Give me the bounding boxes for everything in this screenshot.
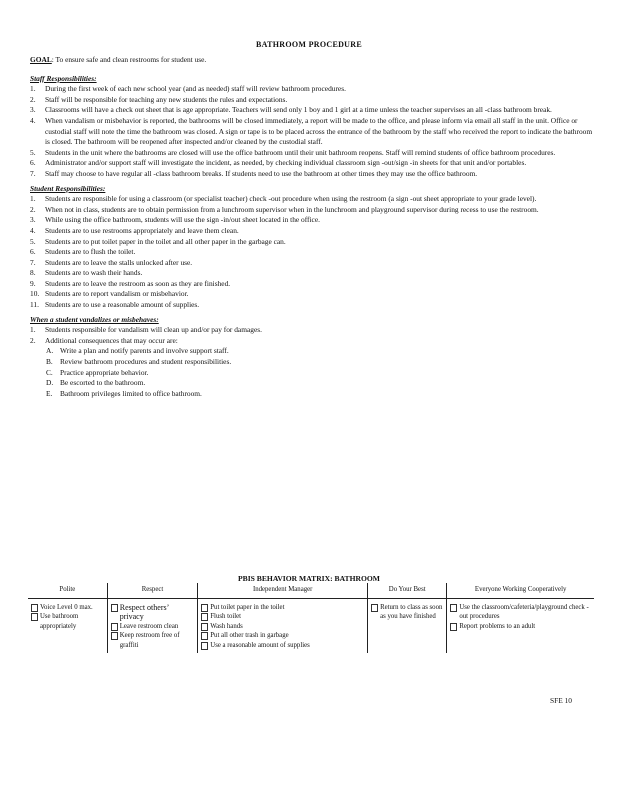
list-item: [30, 215, 596, 226]
list-item: [30, 258, 596, 269]
list-number: C.: [46, 367, 53, 377]
checkbox-icon: [371, 604, 378, 612]
matrix-cell-item: [450, 622, 591, 632]
matrix-cell-item: [201, 641, 364, 651]
list-item: [30, 325, 596, 336]
list-number: 9.: [30, 278, 36, 288]
list-item-text: Bathroom privileges limited to office bathroom.: [60, 388, 202, 398]
list-item-text: During the first week of each new school year (and as needed) staff will review bathroom procedures.: [45, 84, 346, 94]
checkbox-icon: [31, 613, 38, 621]
list-item: [30, 205, 596, 216]
list-number: 2.: [30, 335, 36, 345]
list-item: [30, 84, 596, 95]
list-item-text: Students are to use restrooms appropriately and leave them clean.: [45, 225, 239, 235]
matrix-cell-item: [450, 603, 591, 622]
matrix-cell-item: [111, 603, 195, 622]
list-number: 1.: [30, 194, 36, 204]
vandalize-heading: When a student vandalizes or misbehaves:: [30, 314, 159, 324]
matrix-cell-text: Return to class as soon as you have finished: [380, 603, 443, 621]
list-item: [30, 105, 596, 116]
list-item: [30, 169, 596, 180]
staff-responsibilities-list: [30, 84, 596, 179]
matrix-cell-text: Wash hands: [210, 622, 243, 630]
list-number: 2.: [30, 204, 36, 214]
goal-line: [30, 55, 596, 66]
checkbox-icon: [31, 604, 38, 612]
list-item: [30, 158, 596, 169]
behavior-matrix-table: [28, 583, 594, 653]
list-item-text: Staff may choose to have regular all -class bathroom breaks. If students need to use the bathroom at other times they may use the office bathroom.: [45, 168, 478, 178]
matrix-cell-text: Report problems to an adult: [459, 622, 536, 630]
list-item-text: While using the office bathroom, students will use the sign -in/out sheet located in the office.: [45, 215, 320, 225]
list-item-text: Students are to leave the stalls unlocked after use.: [45, 257, 193, 267]
list-number: 1.: [30, 325, 36, 335]
list-number: E.: [46, 388, 53, 398]
staff-heading: Staff Responsibilities:: [30, 73, 97, 83]
list-number: 4.: [30, 115, 36, 125]
list-item-text: Students are to report vandalism or misbehavior.: [45, 289, 189, 299]
additional-consequences-list: [30, 346, 596, 399]
checkbox-icon: [450, 604, 457, 612]
list-item: [46, 378, 596, 389]
document-body: [30, 55, 596, 399]
checkbox-icon: [111, 632, 118, 640]
list-item: [30, 279, 596, 290]
list-item-text: Be escorted to the bathroom.: [60, 378, 146, 388]
matrix-title: PBIS BEHAVIOR MATRIX: BATHROOM: [238, 574, 380, 583]
list-item-text: Write a plan and notify parents and involve support staff.: [60, 346, 229, 356]
list-number: 10.: [30, 289, 40, 299]
list-item: [30, 336, 596, 347]
matrix-cell: [447, 598, 594, 652]
list-number: 5.: [30, 236, 36, 246]
list-item: [46, 389, 596, 400]
list-number: 6.: [30, 247, 36, 257]
matrix-cell-text: Flush toilet: [210, 613, 242, 621]
list-number: 6.: [30, 158, 36, 168]
matrix-cell-item: [31, 603, 104, 613]
list-item: [30, 289, 596, 300]
list-number: 8.: [30, 268, 36, 278]
page-title: BATHROOM PROCEDURE: [256, 40, 362, 49]
list-number: D.: [46, 378, 54, 388]
list-item: [30, 194, 596, 205]
list-item: [30, 237, 596, 248]
list-item: [30, 95, 596, 106]
checkbox-icon: [111, 623, 118, 631]
list-item-text: Classrooms will have a check out sheet that is age appropriate. Teachers will send only 1 boy and 1 girl at a time unless the teacher supervises an all -class bathroom break.: [45, 105, 552, 115]
list-item-text: Additional consequences that may occur are:: [45, 335, 178, 345]
list-item-text: Staff will be responsible for teaching any new students the rules and expectations.: [45, 94, 288, 104]
matrix-cell: [28, 598, 107, 652]
matrix-cell: [107, 598, 198, 652]
checkbox-icon: [201, 613, 208, 621]
matrix-cell-item: [201, 612, 364, 622]
student-responsibilities-list: [30, 194, 596, 311]
matrix-column-header: Polite: [28, 583, 107, 598]
matrix-cell-item: [371, 603, 443, 622]
matrix-cell-text: Use bathroom appropriately: [40, 613, 79, 630]
list-item-text: Practice appropriate behavior.: [60, 367, 149, 377]
matrix-cell-item: [201, 631, 364, 641]
list-number: 3.: [30, 215, 36, 225]
list-number: 5.: [30, 147, 36, 157]
list-number: 1.: [30, 84, 36, 94]
matrix-column-header: Independent Manager: [198, 583, 368, 598]
checkbox-icon: [201, 642, 208, 650]
matrix-cell-item: [31, 612, 104, 631]
list-item-text: Students are to wash their hands.: [45, 268, 143, 278]
matrix-row: [28, 598, 594, 652]
matrix-cell: [368, 598, 447, 652]
list-number: 4.: [30, 225, 36, 235]
list-number: 7.: [30, 168, 36, 178]
list-item-text: When not in class, students are to obtain permission from a lunchroom supervisor when in the lunchroom and playground supervisor during recess to use the restroom.: [45, 204, 539, 214]
list-number: 7.: [30, 257, 36, 267]
list-item-text: Administrator and/or support staff will investigate the incident, as needed, by checking individual classroom sign -out/sign -in sheets for that unit and/or portables.: [45, 158, 527, 168]
matrix-cell-text: Put toilet paper in the toilet: [210, 603, 285, 611]
matrix-cell-item: [111, 622, 195, 632]
list-item: [30, 226, 596, 237]
checkbox-icon: [201, 632, 208, 640]
list-item-text: Students responsible for vandalism will clean up and/or pay for damages.: [45, 325, 262, 335]
matrix-cell-text: Put all other trash in garbage: [210, 632, 289, 640]
matrix-cell-text: Keep restroom free of graffiti: [119, 632, 180, 649]
goal-label: GOAL: [30, 55, 52, 64]
goal-text: : To ensure safe and clean restrooms for student use.: [51, 55, 207, 64]
list-item: [46, 346, 596, 357]
list-number: 3.: [30, 105, 36, 115]
list-item-text: Review bathroom procedures and student responsibilities.: [60, 357, 232, 367]
list-number: B.: [46, 357, 53, 367]
list-item-text: Students are to leave the restroom as soon as they are finished.: [45, 278, 231, 288]
list-item-text: Students in the unit where the bathrooms are closed will use the office bathroom until their unit bathroom reopens. Staff will remind students of office bathroom procedures.: [45, 147, 556, 157]
matrix-header-row: [28, 583, 594, 598]
student-heading: Student Responsibilities:: [30, 183, 106, 193]
matrix-column-header: Respect: [107, 583, 198, 598]
list-item-text: Students are to put toilet paper in the toilet and all other paper in the garbage can.: [45, 236, 286, 246]
vandalize-consequences-list: [30, 325, 596, 346]
list-item: [30, 116, 596, 148]
checkbox-icon: [201, 623, 208, 631]
page-footer: SFE 10: [550, 696, 572, 705]
list-item: [30, 300, 596, 311]
matrix-cell-text: Respect others’ privacy: [119, 602, 169, 622]
matrix-cell-item: [111, 631, 195, 650]
list-item-text: Students are to use a reasonable amount of supplies.: [45, 300, 200, 310]
checkbox-icon: [201, 604, 208, 612]
matrix-column-header: Do Your Best: [368, 583, 447, 598]
list-item: [30, 148, 596, 159]
checkbox-icon: [111, 604, 118, 612]
list-item: [46, 368, 596, 379]
list-item: [30, 247, 596, 258]
matrix-cell-item: [201, 603, 364, 613]
matrix-column-header: Everyone Working Cooperatively: [447, 583, 594, 598]
list-item: [46, 357, 596, 368]
list-item-text: When vandalism or misbehavior is reported, the bathrooms will be closed immediately, a report will be made to the office, and please inform via email all staff in the unit. Office or custodial staff will note the time the bathroom was closed. A sign or tape is to be placed across the entrance of the bathroom by the staff who received the report to indicate the bathroom is closed. The bathroom will be reopened after inspected and/or cleaned by the custodial staff.: [45, 115, 593, 147]
list-number: 2.: [30, 94, 36, 104]
checkbox-icon: [450, 623, 457, 631]
list-item-text: Students are responsible for using a classroom (or specialist teacher) check -out procedure when using the restroom (a sign -out sheet appropriate to your grade level).: [45, 194, 537, 204]
matrix-cell-text: Use a reasonable amount of supplies: [210, 641, 310, 649]
matrix-cell-text: Use the classroom/cafeteria/playground check -out procedures: [459, 603, 589, 621]
list-item: [30, 268, 596, 279]
matrix-cell: [198, 598, 368, 652]
list-number: A.: [46, 346, 54, 356]
matrix-cell-text: Leave restroom clean: [119, 622, 179, 630]
matrix-cell-text: Voice Level 0 max.: [40, 603, 93, 611]
list-number: 11.: [30, 300, 39, 310]
matrix-cell-item: [201, 622, 364, 632]
list-item-text: Students are to flush the toilet.: [45, 247, 136, 257]
